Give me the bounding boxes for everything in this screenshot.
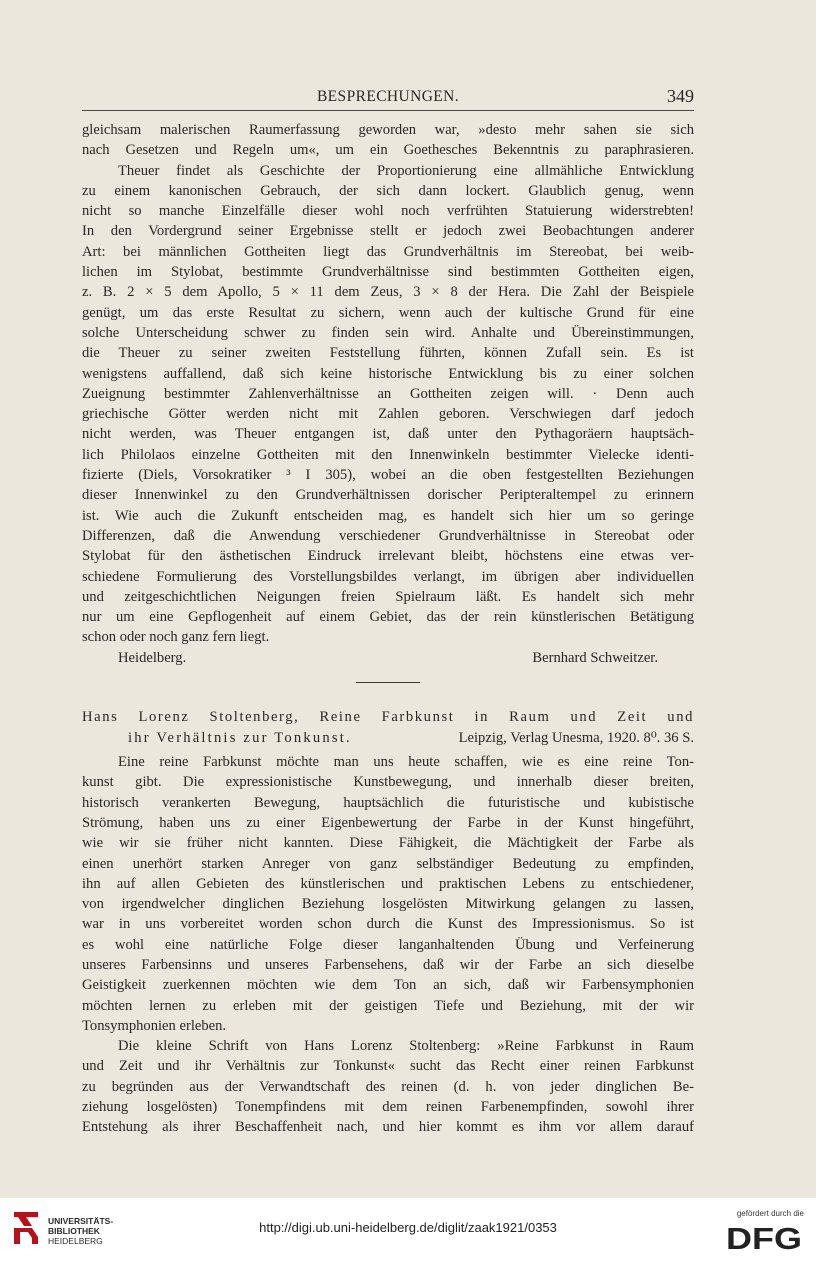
text-line: lichen im Stylobat, bestimmte Grundverhältnisse sind bestimmten Gottheiten eigen, bbox=[82, 264, 694, 281]
page-header bbox=[82, 86, 694, 111]
text-line: z. B. 2 × 5 dem Apollo, 5 × 11 dem Zeus, 3 × 8 der Hera. Die Zahl der Beispiele bbox=[82, 284, 694, 301]
text-line: zu einem kanonischen Gebrauch, der sich dann lockert. Glaublich genug, wenn bbox=[82, 182, 694, 199]
review-2-heading-line-1: Hans Lorenz Stoltenberg, Reine Farbkunst in Raum und Zeit und bbox=[82, 709, 694, 726]
review-1 bbox=[82, 120, 694, 668]
text-line: war in uns vorbereitet worden schon durch die Kunst des Impressionismus. So ist bbox=[82, 916, 694, 933]
text-line: genügt, um das erste Resultat zu sichern, wenn auch der kultische Grund für eine bbox=[82, 304, 694, 321]
page-body bbox=[82, 120, 694, 1138]
text-line: Theuer findet als Geschichte der Proportionierung eine allmähliche Entwicklung bbox=[118, 162, 694, 179]
text-line: Entstehung als ihrer Beschaffenheit nach, und hier kommt es ihm vor allem darauf bbox=[82, 1119, 694, 1136]
text-line: historisch verankerten Bewegung, hauptsächlich die futuristische und kubistische bbox=[82, 794, 694, 811]
page-number: 349 bbox=[667, 86, 694, 106]
text-line: Eine reine Farbkunst möchte man uns heute schaffen, wie es eine reine Ton- bbox=[118, 754, 694, 771]
text-line: nicht werden, was Theuer entgangen ist, daß unter den Pythagoräern hauptsäch- bbox=[82, 426, 694, 443]
text-line: lich Philolaos einzelne Gottheiten mit den Innenwinkeln bestimmter Vielecke identi- bbox=[82, 446, 694, 463]
text-line: griechische Götter werden nicht mit Zahlen geboren. Verschwiegen darf jedoch bbox=[82, 406, 694, 423]
text-line: es wohl eine natürliche Folge dieser langanhaltenden Übung und Verfeinerung bbox=[82, 936, 694, 953]
permalink-url[interactable]: http://digi.ub.uni-heidelberg.de/diglit/zaak1921/0353 bbox=[259, 1220, 557, 1235]
funded-by-label: gefördert durch die bbox=[736, 1209, 804, 1218]
text-line: ist. Wie auch die Zukunft entscheiden mag, es handelt sich hier um so geringe bbox=[82, 507, 694, 524]
book-title: ihr Verhältnis zur Tonkunst. bbox=[128, 730, 352, 747]
section-divider bbox=[356, 682, 420, 683]
text-line: einen unerhört starken Anreger von ganz selbständiger Bedeutung zu empfinden, bbox=[82, 855, 694, 872]
text-line: solche Unterscheidung schwer zu finden sein wird. Anhalte und Übereinstimmungen, bbox=[82, 324, 694, 341]
text-line: Geistigkeit zuerkennen möchten wie dem Ton an sich, daß wir Farbensymphonien bbox=[82, 977, 694, 994]
text-line: möchten lernen zu erleben mit der geistigen Tiefe und Beziehung, mit der wir bbox=[82, 997, 694, 1014]
text-line: schon oder noch ganz fern liegt. bbox=[82, 629, 270, 646]
signature-author: Bernhard Schweitzer. bbox=[532, 649, 658, 666]
text-line: fizierte (Diels, Vorsokratiker ³ I 305), wobei an die oben festgestellten Beziehungen bbox=[82, 467, 694, 484]
library-name-line: BIBLIOTHEK bbox=[48, 1226, 100, 1236]
dfg-logo-text: DFG bbox=[726, 1222, 802, 1252]
text-line: zu begründen aus der Verwandtschaft des reinen (d. h. von jeder dinglichen Be- bbox=[82, 1078, 694, 1095]
signature-place: Heidelberg. bbox=[118, 649, 187, 666]
text-line: Die kleine Schrift von Hans Lorenz Stoltenberg: »Reine Farbkunst in Raum bbox=[118, 1038, 694, 1055]
text-line: schiedene Formulierung des Vorstellungsbildes verlangt, im übrigen aber individuellen bbox=[82, 568, 694, 585]
text-line: Differenzen, daß die Anwendung verschiedener Grundverhältnisse in Stereobat oder bbox=[82, 527, 694, 544]
text-line: nicht so manche Einzelfälle dieser wohl noch verfrühten Statuierung widerstrebten! bbox=[82, 203, 694, 220]
review-2 bbox=[82, 752, 694, 1138]
text-line: wenigstens auffallend, daß sich keine historische Entwicklung bis zu einer solchen bbox=[82, 365, 694, 382]
text-line: Strömung, haben uns zu einer Eigenbewertung der Farbe in der Kunst hingeführt, bbox=[82, 814, 694, 831]
dfg-logo-icon bbox=[726, 1222, 804, 1252]
text-line: unseres Farbensinns und unseres Farbensehens, daß wir der Farbe an sich dieselbe bbox=[82, 956, 694, 973]
text-line: wie wir sie früher nicht kannten. Diese Fähigkeit, die Mächtigkeit der Farbe als bbox=[82, 835, 694, 852]
viewer-footer bbox=[0, 1198, 816, 1261]
text-line: Zueignung bestimmter Zahlenverhältnisse an Gottheiten zeigen will. · Denn auch bbox=[82, 385, 694, 402]
text-line: und Zeit und ihr Verhältnis zur Tonkunst« sucht das Recht einer reinen Farbkunst bbox=[82, 1058, 694, 1075]
text-line: und zeitgeschichtlichen Neigungen freien Spielraum läßt. Es handelt sich mehr bbox=[82, 588, 694, 605]
text-line: In den Vordergrund seiner Ergebnisse stellt er jedoch zwei Beobachtungen anderer bbox=[82, 223, 694, 240]
text-line: gleichsam malerischen Raumerfassung geworden war, »desto mehr sahen sie sich bbox=[82, 122, 694, 138]
text-line: nur um eine Gepflogenheit auf einem Gebiet, das der rein künstlerischen Betätigung bbox=[82, 609, 694, 626]
review-2-heading bbox=[82, 707, 694, 749]
text-line: nach Gesetzen und Regeln um«, um ein Goethesches Bekenntnis zu paraphrasieren. bbox=[82, 142, 694, 159]
text-line: Stylobat für den ästhetischen Eindruck irrelevant bleibt, höchstens eine etwas ver- bbox=[82, 548, 694, 565]
book-imprint: Leipzig, Verlag Unesma, 1920. 8⁰. 36 S. bbox=[458, 730, 694, 747]
text-line: ihn auf allen Gebieten des künstlerischen und praktischen Lebens zu entschiedener, bbox=[82, 875, 694, 892]
text-line: Tonsymphonien erleben. bbox=[82, 1017, 227, 1034]
text-line: kunst gibt. Die expressionistische Kunstbewegung, und innerhalb dieser breiten, bbox=[82, 774, 694, 791]
text-line: dieser Innenwinkel zu den Grundverhältnissen dorischer Peripteraltempel zu erinnern bbox=[82, 487, 694, 504]
review-signature bbox=[82, 648, 694, 668]
text-line: von irgendwelcher dinglichen Beziehung losgelösten Mitwirkung gelangen zu lassen, bbox=[82, 896, 694, 913]
library-name-line: UNIVERSITÄTS- bbox=[48, 1216, 114, 1226]
review-2-heading-line-2 bbox=[82, 728, 694, 749]
text-line: die Theuer zu seiner zweiten Feststellung führten, können Zufall sein. Es ist bbox=[82, 345, 694, 362]
text-line: ziehung losgelösten) Tonempfindens mit dem reinen Farbenempfinden, sowohl ihrer bbox=[82, 1099, 694, 1116]
library-name-line: HEIDELBERG bbox=[48, 1236, 103, 1246]
text-line: Art: bei männlichen Gottheiten liegt das Grundverhältnis im Stereobat, bei weib- bbox=[82, 243, 694, 260]
running-title: BESPRECHUNGEN. bbox=[316, 88, 460, 105]
